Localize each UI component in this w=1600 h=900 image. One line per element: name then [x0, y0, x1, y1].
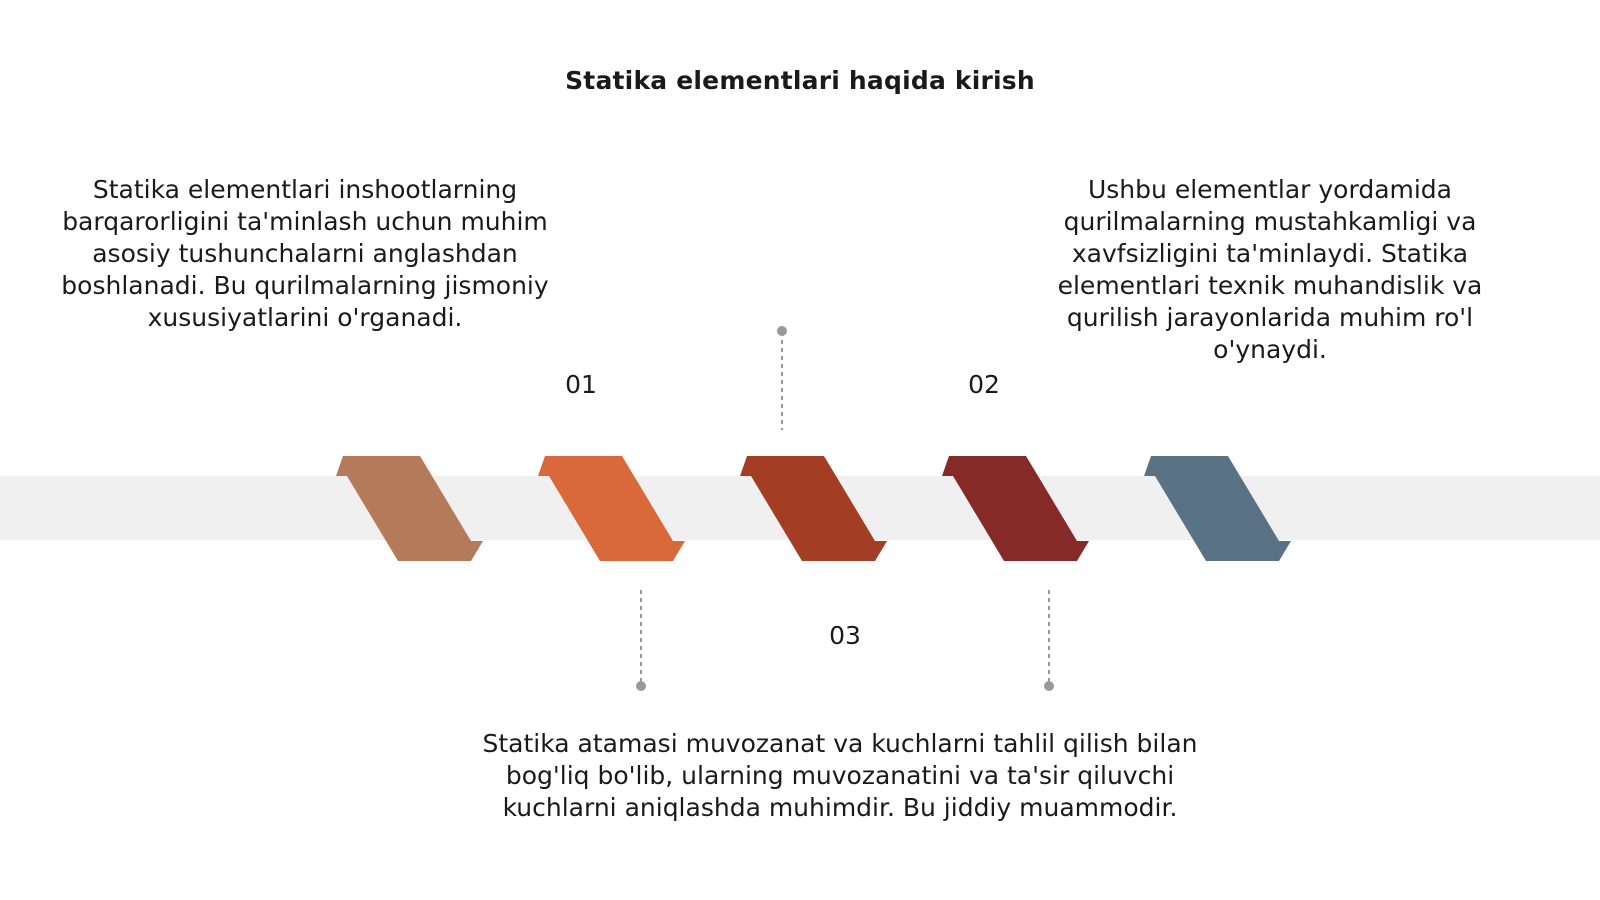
timeline-shape-3 — [740, 456, 887, 561]
timeline-shape-1 — [336, 456, 483, 561]
step-number-1: 01 — [565, 370, 597, 399]
step-text-1: Statika elementlari inshootlarning barqarorligini ta'minlash uchun muhim asosiy tushunchalarni anglashdan boshlanadi. Bu qurilmalarning jismoniy xususiyatlarini o'rganadi. — [61, 175, 549, 332]
timeline-shape-2 — [538, 456, 685, 561]
slide-title: Statika elementlari haqida kirish — [565, 66, 1035, 95]
timeline-shape-4 — [942, 456, 1089, 561]
connector-bottom-right — [1044, 590, 1054, 691]
connector-top — [777, 326, 787, 430]
connector-bottom-left — [636, 590, 646, 691]
step-text-2: Ushbu elementlar yordamida qurilmalarning mustahkamligi va xavfsizligini ta'minlaydi. Statika elementlari texnik muhandislik va qurilish jarayonlarida muhim ro'l o'ynaydi. — [1057, 175, 1483, 364]
step-number-3: 03 — [829, 621, 861, 650]
step-number-2: 02 — [968, 370, 1000, 399]
timeline-shape-5 — [1144, 456, 1291, 561]
step-text-3: Statika atamasi muvozanat va kuchlarni tahlil qilish bilan bog'liq bo'lib, ularning muvozanatini va ta'sir qiluvchi kuchlarni aniqlashda muhimdir. Bu jiddiy muammodir. — [482, 729, 1198, 822]
